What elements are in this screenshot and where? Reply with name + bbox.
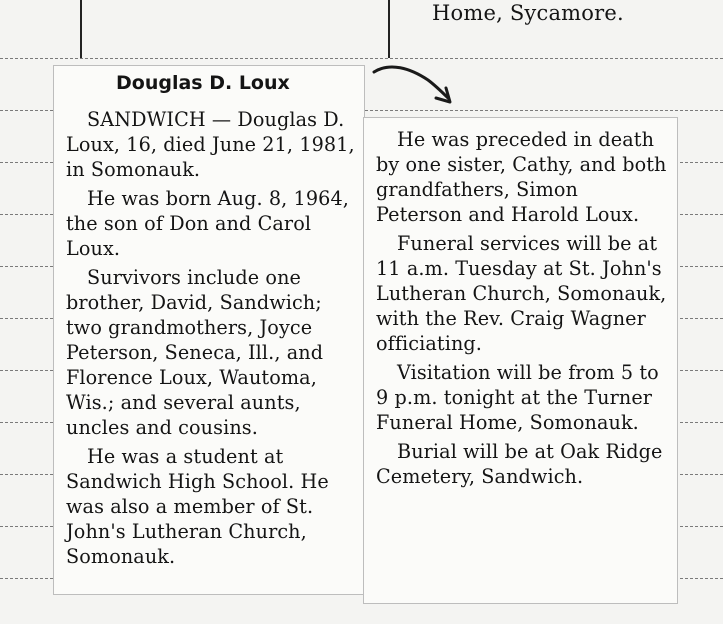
margin-line: [80, 0, 82, 58]
obituary-paragraph: Survivors include one brother, David, Sandwich; two grandmothers, Joyce Peterson, Seneca, Ill., and Florence Loux, Wautoma, Wis.; and several aunts, uncles and cousins.: [66, 266, 324, 439]
top-caption: Home, Sycamore.: [432, 1, 624, 25]
obituary-paragraph: Funeral services will be at 11 a.m. Tuesday at St. John's Lutheran Church, Somonauk, with the Rev. Craig Wagner officiating.: [376, 232, 667, 355]
ruled-line: [0, 58, 723, 59]
obituary-paragraph: SANDWICH — Douglas D. Loux, 16, died June 21, 1981, in Somonauk.: [66, 108, 355, 181]
obituary-paragraph: Burial will be at Oak Ridge Cemetery, Sandwich.: [376, 440, 663, 488]
obituary-paragraph: He was born Aug. 8, 1964, the son of Don and Carol Loux.: [66, 187, 349, 260]
arrow-icon: [370, 60, 460, 110]
obituary-column-right: [376, 127, 670, 493]
obituary-paragraph: Visitation will be from 5 to 9 p.m. tonight at the Turner Funeral Home, Somonauk.: [376, 361, 659, 434]
margin-line: [388, 0, 390, 58]
obituary-column-left: [66, 107, 358, 573]
obituary-paragraph: He was preceded in death by one sister, Cathy, and both grandfathers, Simon Peterson and Harold Loux.: [376, 128, 667, 226]
obituary-headline: Douglas D. Loux: [116, 72, 290, 94]
obituary-paragraph: He was a student at Sandwich High School. He was also a member of St. John's Lutheran Church, Somonauk.: [66, 445, 329, 568]
